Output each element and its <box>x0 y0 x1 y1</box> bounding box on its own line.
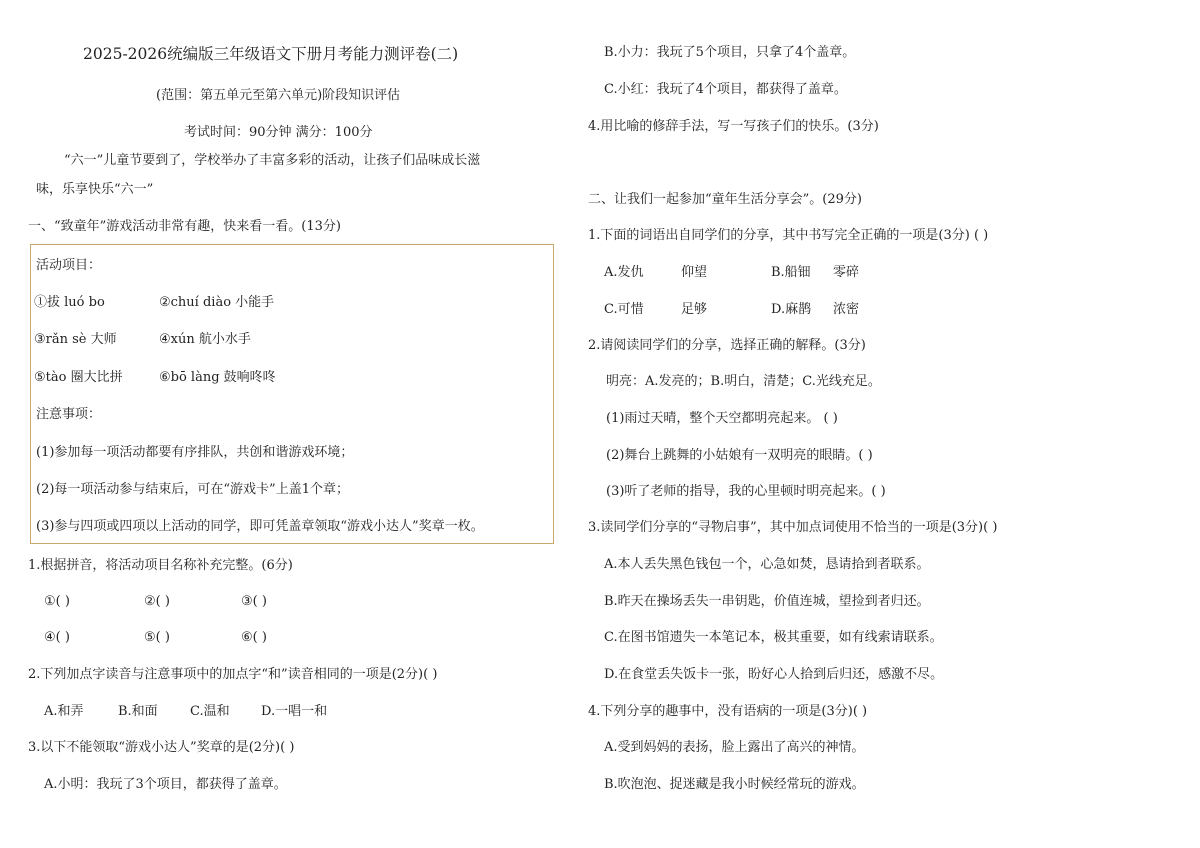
s2-q3-stem: 3.读同学们分享的“寻物启事”，其中加点词使用不恰当的一项是(3分)( ) <box>588 520 998 535</box>
s2-q1-option-c-word2: 足够 <box>681 302 708 317</box>
q1-blank-4[interactable]: ④( ) <box>44 630 70 645</box>
q1-blank-1[interactable]: ①( ) <box>44 594 70 609</box>
section-2-heading: 二、让我们一起参加“童年生活分享会”。(29分) <box>588 192 862 207</box>
s2-q1-option-c[interactable]: C.可惜 <box>604 302 644 317</box>
s2-q1-option-a-word2: 仰望 <box>681 265 708 280</box>
q3-stem: 3.以下不能领取“游戏小达人”奖章的是(2分)( ) <box>28 740 295 755</box>
q3-option-b[interactable]: B.小力：我玩了5个项目，只拿了4个盖章。 <box>604 45 856 60</box>
intro-line-1: “六一”儿童节要到了，学校举办了丰富多彩的活动，让孩子们品味成长滋 <box>64 153 481 168</box>
s2-q1-stem: 1.下面的词语出自同学们的分享，其中书写完全正确的一项是(3分) ( ) <box>588 228 989 243</box>
q1-blank-5[interactable]: ⑤( ) <box>144 630 170 645</box>
activity-item-3: ③rǎn sè 大师 <box>34 332 117 347</box>
s2-q4-option-a[interactable]: A.受到妈妈的表扬，脸上露出了高兴的神情。 <box>604 740 865 755</box>
note-1: (1)参加每一项活动都要有序排队，共创和谐游戏环境； <box>36 445 354 460</box>
activity-item-6: ⑥bō làng 鼓响咚咚 <box>159 370 276 385</box>
q2-option-c[interactable]: C.温和 <box>190 704 230 719</box>
s2-q1-option-d-word2: 浓密 <box>833 302 860 317</box>
q2-option-d[interactable]: D.一唱一和 <box>261 704 328 719</box>
exam-scope: (范围：第五单元至第六单元)阶段知识评估 <box>156 88 401 103</box>
note-3: (3)参与四项或四项以上活动的同学，即可凭盖章领取“游戏小达人”奖章一枚。 <box>36 519 484 534</box>
q2-option-a[interactable]: A.和弄 <box>44 704 84 719</box>
s2-q3-option-d[interactable]: D.在食堂丢失饭卡一张，盼好心人拾到后归还，感激不尽。 <box>604 667 944 682</box>
q1-blank-2[interactable]: ②( ) <box>144 594 170 609</box>
activity-item-2: ②chuí diào 小能手 <box>159 295 275 310</box>
s2-q4-stem: 4.下列分享的趣事中，没有语病的一项是(3分)( ) <box>588 704 868 719</box>
s2-q2-definition: 明亮：A.发亮的；B.明白，清楚；C.光线充足。 <box>606 374 881 389</box>
s2-q2-item-1[interactable]: (1)雨过天晴，整个天空都明亮起来。 ( ) <box>606 411 838 426</box>
section-1-heading: 一、“致童年”游戏活动非常有趣，快来看一看。(13分) <box>28 219 341 234</box>
exam-title: 2025-2026统编版三年级语文下册月考能力测评卷(二) <box>83 45 459 63</box>
activity-item-4: ④xún 航小水手 <box>159 332 251 347</box>
intro-line-2: 味，乐享快乐“六一” <box>36 182 154 197</box>
s2-q3-option-c[interactable]: C.在图书馆遗失一本笔记本，极其重要，如有线索请联系。 <box>604 630 943 645</box>
activity-items-heading: 活动项目： <box>36 258 102 273</box>
activity-item-5: ⑤tào 圈大比拼 <box>34 370 123 385</box>
q1-blank-6[interactable]: ⑥( ) <box>241 630 267 645</box>
s2-q2-stem: 2.请阅读同学们的分享，选择正确的解释。(3分) <box>588 338 866 353</box>
q4-stem: 4.用比喻的修辞手法，写一写孩子们的快乐。(3分) <box>588 119 879 134</box>
q2-stem: 2.下列加点字读音与注意事项中的加点字“和”读音相同的一项是(2分)( ) <box>28 667 438 682</box>
s2-q1-option-b[interactable]: B.船钿 <box>771 265 811 280</box>
notes-heading: 注意事项： <box>36 407 102 422</box>
q1-blank-3[interactable]: ③( ) <box>241 594 267 609</box>
q1-stem: 1.根据拼音，将活动项目名称补充完整。(6分) <box>28 558 293 573</box>
q2-option-b[interactable]: B.和面 <box>118 704 158 719</box>
s2-q4-option-b[interactable]: B.吹泡泡、捉迷藏是我小时候经常玩的游戏。 <box>604 777 865 792</box>
s2-q2-item-3[interactable]: (3)听了老师的指导，我的心里顿时明亮起来。( ) <box>606 484 886 499</box>
s2-q1-option-a[interactable]: A.发仇 <box>604 265 644 280</box>
note-2: (2)每一项活动参与结束后，可在“游戏卡”上盖1个章； <box>36 482 349 497</box>
s2-q3-option-a[interactable]: A.本人丢失黑色钱包一个，心急如焚，恳请拾到者联系。 <box>604 557 930 572</box>
s2-q3-option-b[interactable]: B.昨天在操场丢失一串钥匙，价值连城，望捡到者归还。 <box>604 594 930 609</box>
s2-q2-item-2[interactable]: (2)舞台上跳舞的小姑娘有一双明亮的眼睛。( ) <box>606 448 873 463</box>
activity-item-1: ①拔 luó bo <box>34 295 105 310</box>
q3-option-a[interactable]: A.小明：我玩了3个项目，都获得了盖章。 <box>44 777 287 792</box>
s2-q1-option-d[interactable]: D.麻鹊 <box>771 302 812 317</box>
exam-time: 考试时间：90分钟 满分：100分 <box>184 125 373 140</box>
s2-q1-option-b-word2: 零碎 <box>833 265 860 280</box>
q3-option-c[interactable]: C.小红：我玩了4个项目，都获得了盖章。 <box>604 82 847 97</box>
